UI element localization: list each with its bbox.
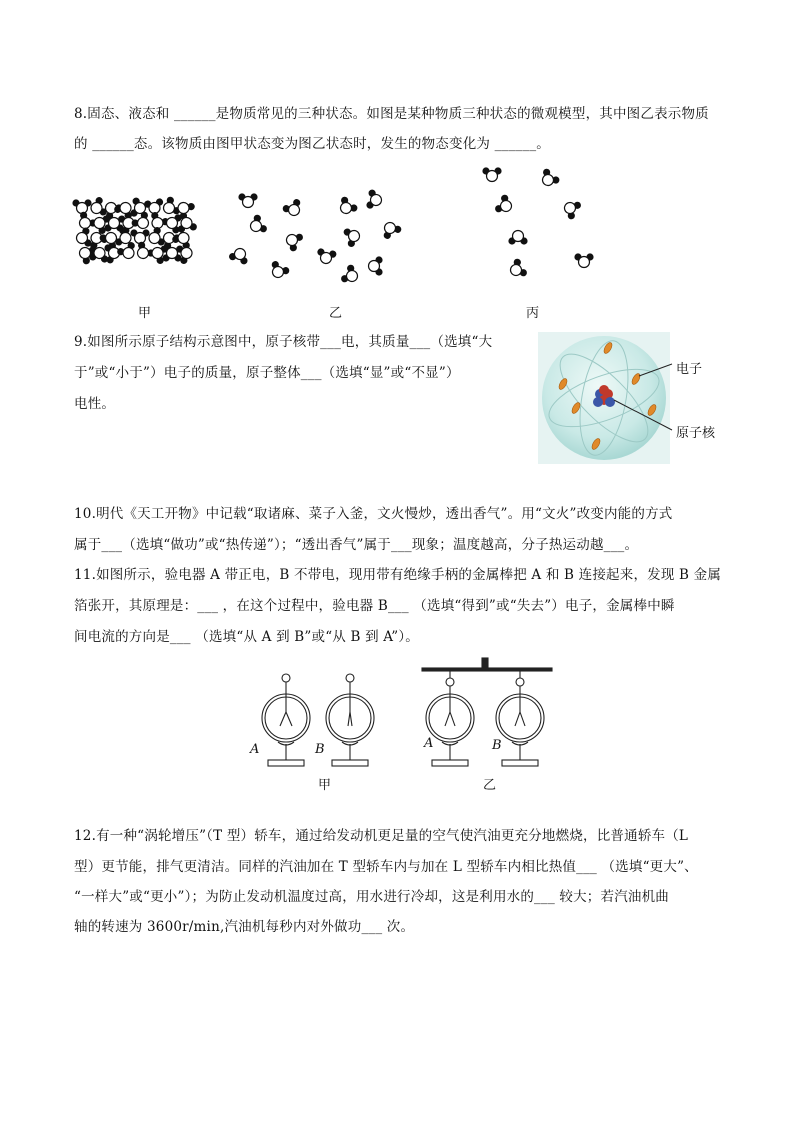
q12-line-4: 轴的转速为 3600r/min,汽油机每秒内对外做功___ 次。	[74, 919, 415, 935]
q12-line-2: 型）更节能，排气更清洁。同样的汽油加在 T 型轿车内与加在 L 型轿车内相比热值___ （选填“更大”、	[74, 859, 698, 875]
molecule-icon	[560, 197, 582, 221]
label-jia: 甲	[138, 306, 152, 321]
q10-line-2: 属于___（选填“做功”或“热传递”）；“透出香气”属于___现象；温度越高，分子热运动越___。	[74, 537, 639, 553]
q11-line-3: 间电流的方向是___ （选填“从 A 到 B”或“从 B 到 A”）。	[74, 629, 420, 645]
molecule-icon	[228, 246, 251, 266]
molecule-icon	[366, 189, 383, 210]
molecule-icon	[75, 227, 92, 248]
molecule-icon	[282, 229, 304, 253]
molecule-icon	[238, 193, 257, 207]
q9-line-1: 9.如图所示原子结构示意图中，原子核带___电，其质量___（选填“大	[74, 334, 493, 350]
q12-line-1: 12.有一种“涡轮增压”（T 型）轿车，通过给发动机更足量的空气使汽油更充分地燃烧，比普通轿车（L	[74, 828, 689, 844]
molecule-icon	[281, 198, 305, 220]
molecule-icon	[508, 231, 527, 245]
molecule-icon	[340, 263, 362, 287]
label-bing: 丙	[526, 306, 540, 321]
molecule-icon	[88, 196, 108, 219]
molecule-icon	[335, 195, 359, 218]
label-a-jia: A	[250, 742, 260, 757]
molecule-icon	[482, 167, 501, 181]
label-a-yi: A	[424, 736, 434, 751]
molecule-icon	[369, 256, 383, 275]
molecule-icon	[267, 260, 291, 282]
molecule-icon	[379, 218, 403, 240]
q10-line-1: 10.明代《天工开物》中记载“取诸麻、菜子入釜，文火慢炒，透出香气”。用“文火”改变内能的方式	[74, 506, 673, 522]
molecule-icon	[146, 226, 166, 249]
solid-state-diagram	[74, 198, 194, 266]
atom-diagram	[538, 332, 728, 464]
label-jia-fig: 甲	[318, 778, 332, 793]
gas-state-diagram	[478, 166, 608, 286]
q8-line-1: 8.固态、液态和 ______是物质常见的三种状态。如图是某种物质三种状态的微观模型，其中图乙表示物质	[74, 106, 709, 122]
label-yi-fig: 乙	[483, 778, 497, 793]
label-nucleus: 原子核	[676, 426, 716, 441]
electroscope-diagram-yi	[420, 656, 560, 772]
label-yi: 乙	[329, 306, 343, 321]
electroscope-diagram-jia	[250, 668, 400, 772]
molecule-icon	[494, 193, 516, 217]
q8-line-2: 的 ______态。该物质由图甲状态变为图乙状态时，发生的物态变化为 ______。	[74, 136, 550, 152]
molecule-icon	[537, 167, 561, 190]
label-b-yi: B	[492, 738, 502, 753]
molecule-icon	[246, 213, 268, 237]
molecule-icon	[72, 199, 91, 213]
label-b-jia: B	[315, 742, 325, 757]
molecule-icon	[574, 253, 593, 267]
molecule-icon	[130, 229, 149, 243]
label-electron: 电子	[676, 362, 703, 377]
molecule-icon	[343, 225, 363, 248]
q9-line-3: 电性。	[74, 396, 116, 412]
molecule-icon	[316, 248, 337, 265]
q11-line-1: 11.如图所示，验电器 A 带正电，B 不带电，现用带有绝缘手柄的金属棒把 A 和 B 连接起来，发现 B 金属	[74, 567, 722, 583]
q12-line-3: “一样大”或“更小”）；为防止发动机温度过高，用水进行冷却，这是利用水的___ 较大；若汽油机曲	[74, 889, 669, 905]
q9-line-2: 于”或“小于”）电子的质量，原子整体___（选填“显”或“不显”）	[74, 365, 460, 381]
molecule-icon	[506, 257, 528, 281]
liquid-state-diagram	[226, 188, 396, 288]
q11-line-2: 箔张开，其原理是：___ ，在这个过程中，验电器 B___ （选填“得到”或“失去”）电子，金属棒中瞬	[74, 598, 675, 614]
